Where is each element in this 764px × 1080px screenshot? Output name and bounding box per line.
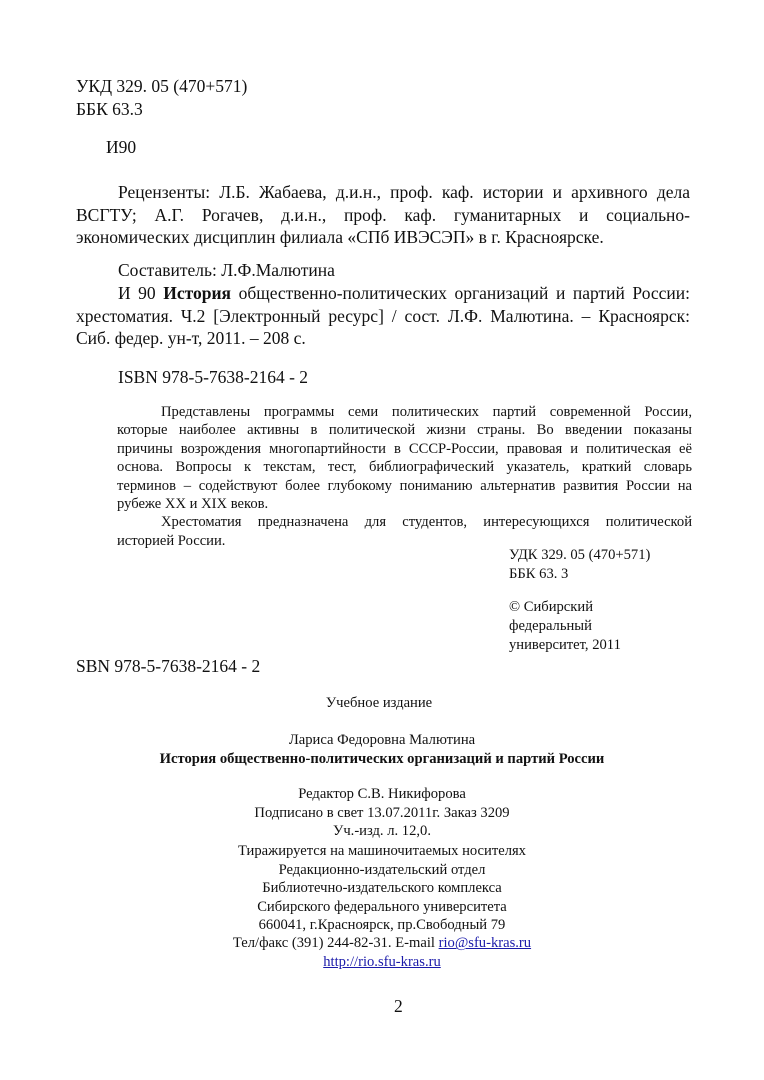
imprint-university: Сибирского федерального университета — [257, 898, 507, 915]
annotation-line: Хрестоматия предназначена для студентов, интересующихся политической — [161, 514, 692, 531]
imprint-media: Тиражируется на машиночитаемых носителях — [238, 843, 526, 860]
imprint-address: 660041, г.Красноярск, пр.Свободный 79 — [258, 917, 506, 934]
udk-code: УКД 329. 05 (470+571) — [76, 76, 248, 96]
imprint-signed: Подписано в свет 13.07.2011г. Заказ 3209 — [254, 804, 510, 821]
reviewers-line: ВСГТУ; А.Г. Рогачев, д.и.н., проф. каф. гуманитарных и социально- — [76, 204, 690, 225]
reviewers-line: Рецензенты: Л.Б. Жабаева, д.и.н., проф. каф. истории и архивного дела — [118, 182, 690, 202]
imprint-complex: Библиотечно-издательского комплекса — [262, 880, 502, 897]
isbn-bottom: SBN 978-5-7638-2164 - 2 — [76, 656, 261, 676]
copyright-line: © Сибирский — [509, 599, 593, 615]
imprint-sheets: Уч.-изд. л. 12,0. — [333, 823, 431, 840]
classification-bbk: ББК 63. 3 — [509, 566, 569, 582]
imprint-author: Лариса Федоровна Малютина — [288, 732, 476, 749]
imprint-editor: Редактор С.В. Никифорова — [298, 786, 466, 803]
page-number: 2 — [394, 996, 403, 1016]
isbn-top: ISBN 978-5-7638-2164 - 2 — [118, 367, 309, 387]
classification-udk: УДК 329. 05 (470+571) — [509, 547, 651, 563]
website-link[interactable]: http://rio.sfu-kras.ru — [323, 953, 441, 970]
annotation — [117, 403, 692, 550]
annotation-line: Представлены программы семи политических партий современной России, — [161, 404, 692, 420]
bib-title-bold: История — [163, 283, 232, 303]
annotation-line: основа. Вопросы к текстам, тест, библиографический указатель, краткий словарь — [117, 459, 692, 476]
annotation-line: терминов – содействуют более глубокому пониманию альтернатив развития России на — [117, 477, 692, 494]
bibliographic-line-3: Сиб. федер. ун-т, 2011. – 208 с. — [76, 328, 306, 348]
reviewers-block — [76, 181, 690, 249]
bbk-code: ББК 63.3 — [76, 99, 143, 119]
bib-prefix: И 90 — [118, 283, 156, 303]
author-mark: И90 — [106, 137, 137, 157]
compiler: Составитель: Л.Ф.Малютина — [118, 260, 335, 280]
bib-title-rest: общественно-политических организаций и партий России: — [238, 283, 691, 303]
annotation-line: рубеже XX и XIX веков. — [117, 496, 269, 513]
contact-prefix: Тел/факс (391) 244-82-31. E-mail — [232, 935, 439, 952]
bibliographic-line-1 — [118, 282, 690, 305]
reviewers-line: экономических дисциплин филиала «СПб ИВЭСЭП» в г. Красноярске. — [76, 227, 604, 247]
imprint-contact — [0, 934, 764, 952]
copyright-line: университет, 2011 — [509, 637, 621, 653]
imprint — [0, 694, 764, 971]
classification-block — [509, 546, 650, 655]
annotation-line: которые наиболее активны в политической жизни страны. Во введении показаны — [117, 422, 692, 439]
annotation-line: причины возрождения многопартийности в СССР-России, правовая и политическая её — [117, 440, 692, 457]
edition-type: Учебное издание — [325, 695, 433, 711]
bibliographic-line-2: хрестоматия. Ч.2 [Электронный ресурс] / сост. Л.Ф. Малютина. – Красноярск: — [76, 306, 690, 326]
copyright-line: федеральный — [509, 618, 592, 634]
email-link[interactable]: rio@sfu-kras.ru — [438, 935, 532, 952]
annotation-line: историей России. — [117, 532, 226, 549]
imprint-department: Редакционно-издательский отдел — [278, 861, 486, 878]
imprint-website-line — [0, 953, 764, 971]
imprint-title: История общественно-политических организаций и партий России — [159, 750, 605, 767]
